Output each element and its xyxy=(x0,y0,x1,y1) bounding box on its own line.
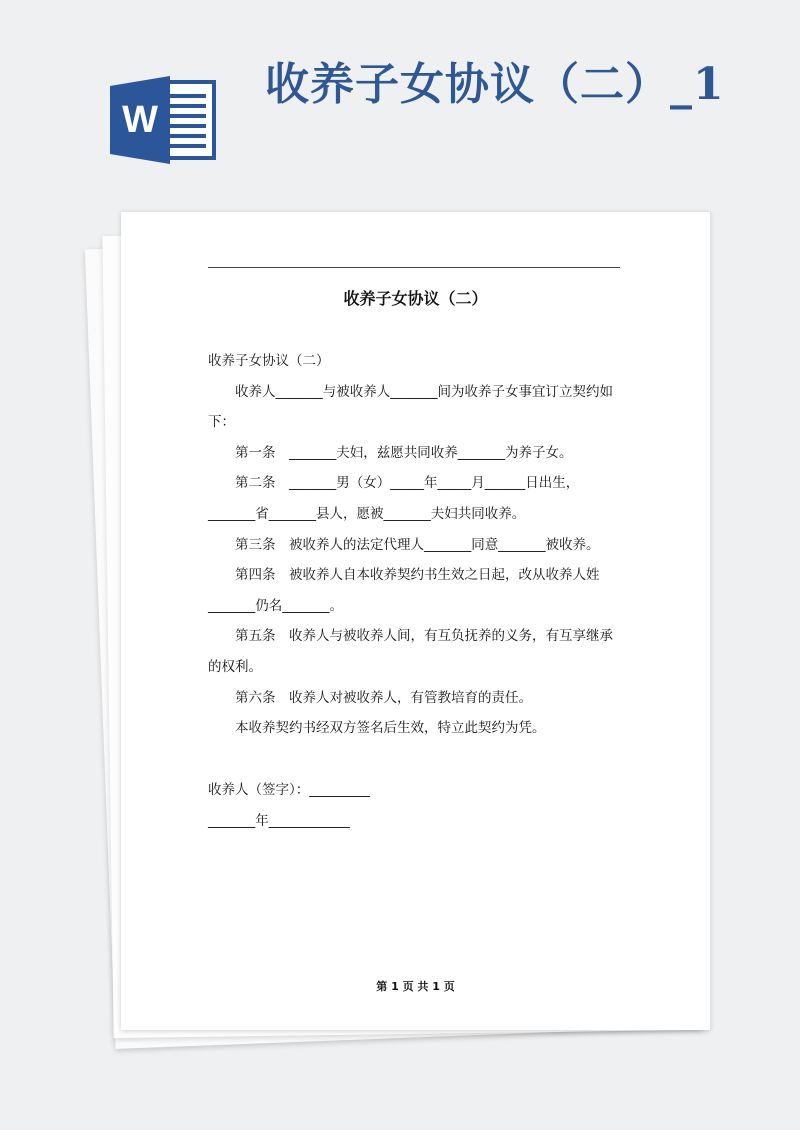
paragraph-article-3: 第三条 被收养人的法定代理人_______同意_______被收养。 xyxy=(235,536,600,553)
page-footer: 第 1 页 共 1 页 xyxy=(376,980,455,993)
paragraph-heading: 收养子女协议（二） xyxy=(208,353,330,369)
paragraph-article-6: 第六条 收养人对被收养人，有管教培育的责任。 xyxy=(235,689,532,706)
word-icon xyxy=(108,76,216,164)
date-line: _______年____________ xyxy=(208,813,350,829)
paragraph-article-2: 第二条 _______男（女）_____年_____月______日出生，_______省_______县人，愿被_______夫妇共同收养。 xyxy=(208,475,580,522)
signature-block xyxy=(208,775,370,837)
page-title: 收养子女协议（二）_1 xyxy=(265,59,725,110)
document-title: 收养子女协议（二） xyxy=(343,289,488,308)
signature-label: 收养人（签字）：_________ xyxy=(208,782,370,798)
svg-text:W: W xyxy=(122,99,158,141)
paragraph-closing: 本收养契约书经双方签名后生效，特立此契约为凭。 xyxy=(235,720,546,737)
paragraph-article-1: 第一条 _______夫妇，兹愿共同收养_______为养子女。 xyxy=(235,444,573,461)
paragraph-article-5: 第五条 收养人与被收养人间，有互负抚养的义务，有互享继承的权利。 xyxy=(208,628,613,675)
document-page xyxy=(121,212,710,1030)
header-rule xyxy=(208,267,620,268)
document-body xyxy=(208,346,622,744)
paragraph-intro: 收养人_______与被收养人_______间为收养子女事宜订立契约如下： xyxy=(208,383,613,431)
paragraph-article-4: 第四条 被收养人自本收养契约书生效之日起，改从收养人姓_______仍名_______。 xyxy=(208,567,600,614)
